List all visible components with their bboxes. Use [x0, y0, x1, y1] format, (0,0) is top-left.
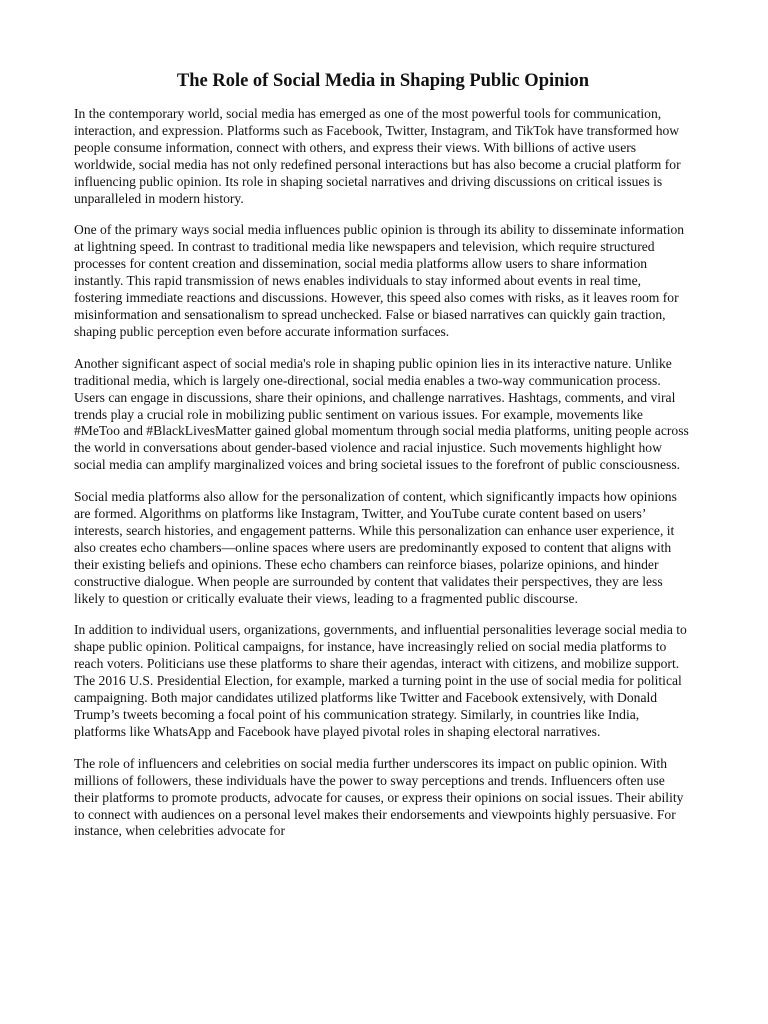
- paragraph-information-speed: One of the primary ways social media influences public opinion is through its ability to disseminate information at lightning speed. In contrast to traditional media like newspapers and television, which require structured processes for content creation and dissemination, social media platforms allow users to share information instantly. This rapid transmission of news enables individuals to stay informed about events in real time, fostering immediate reactions and discussions. However, this speed also comes with risks, as it leaves room for misinformation and sensationalism to spread unchecked. False or biased narratives can quickly gain traction, shaping public perception even before accurate information surfaces.: [74, 222, 685, 339]
- paragraph-introduction: In the contemporary world, social media has emerged as one of the most powerful tools for communication, interaction, and expression. Platforms such as Facebook, Twitter, Instagram, and TikTok have transformed how people consume information, connect with others, and express their views. With billions of active users worldwide, social media has not only redefined personal interactions but has also become a crucial platform for influencing public opinion. Its role in shaping societal narratives and driving discussions on critical issues is unparalleled in modern history.: [74, 106, 681, 206]
- paragraph-personalization: Social media platforms also allow for the personalization of content, which significantly impacts how opinions are formed. Algorithms on platforms like Instagram, Twitter, and YouTube curate content based on users’ interests, search histories, and engagement patterns. While this personalization can enhance user experience, it also creates echo chambers—online spaces where users are predominantly exposed to content that aligns with their existing beliefs and opinions. These echo chambers can reinforce biases, polarize opinions, and hinder constructive dialogue. When people are surrounded by content that validates their perspectives, they are less likely to question or critically evaluate their views, leading to a fragmented public discourse.: [74, 489, 677, 606]
- document-title: The Role of Social Media in Shaping Public Opinion: [176, 71, 590, 91]
- paragraph-influencers: The role of influencers and celebrities on social media further underscores its impact on public opinion. With millions of followers, these individuals have the power to sway perceptions and trends. Influencers often use their platforms to promote products, advocate for causes, or express their opinions on social issues. Their ability to connect with audiences on a personal level makes their endorsements and viewpoints highly persuasive. For instance, when celebrities advocate for: [74, 755, 684, 839]
- document-page: [74, 70, 692, 855]
- paragraph-political-use: In addition to individual users, organizations, governments, and influential personalities leverage social media to shape public opinion. Political campaigns, for instance, have increasingly relied on social media platforms to reach voters. Politicians use these platforms to share their agendas, interact with citizens, and mobilize support. The 2016 U.S. Presidential Election, for example, marked a turning point in the use of social media for political campaigning. Both major candidates utilized platforms like Twitter and Facebook extensively, with Donald Trump’s tweets becoming a focal point of his communication strategy. Similarly, in countries like India, platforms like WhatsApp and Facebook have played pivotal roles in shaping electoral narratives.: [74, 622, 687, 739]
- paragraph-interactive-nature: Another significant aspect of social media's role in shaping public opinion lies in its interactive nature. Unlike traditional media, which is largely one-directional, social media enables a two-way communication process. Users can engage in discussions, share their opinions, and challenge narratives. Hashtags, comments, and viral trends play a crucial role in mobilizing public sentiment on various issues. For example, movements like #MeToo and #BlackLivesMatter gained global momentum through social media platforms, uniting people across the world in conversations about gender-based violence and racial injustice. Such movements highlight how social media can amplify marginalized voices and bring societal issues to the forefront of public consciousness.: [74, 355, 689, 473]
